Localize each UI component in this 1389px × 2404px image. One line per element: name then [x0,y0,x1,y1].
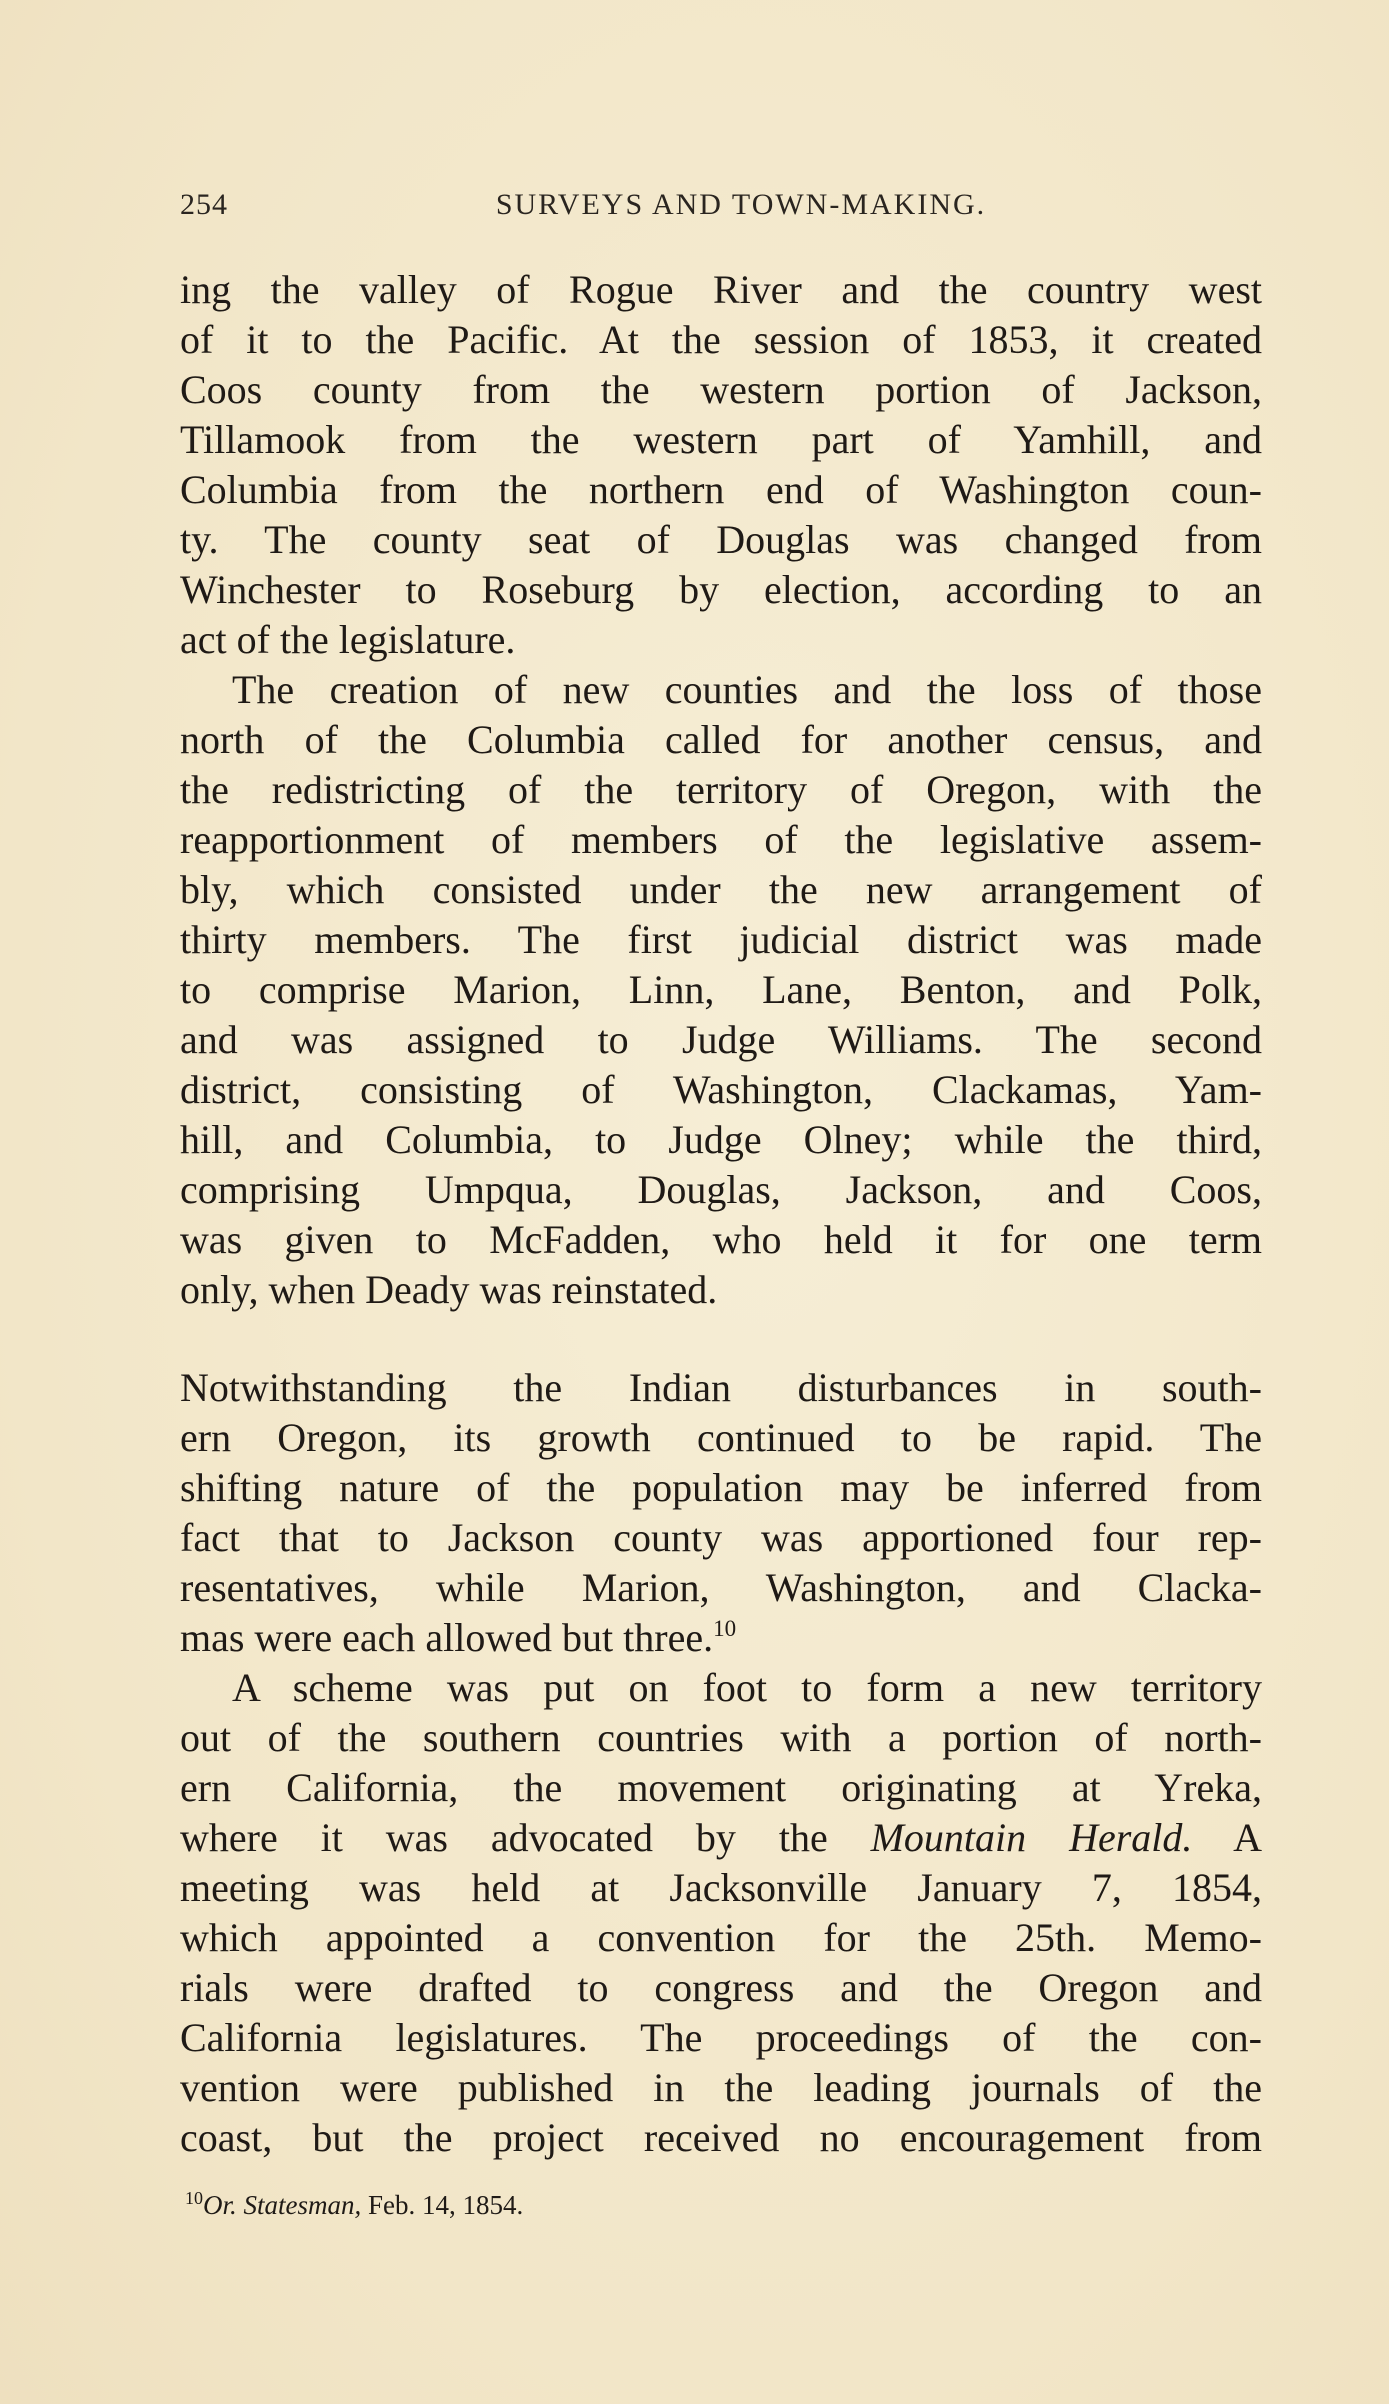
footnote-source: Or. Statesman, [203,2190,362,2220]
body-text [180,265,1262,2163]
text-line: the redistricting of the territory of Oregon, with the [180,767,1262,812]
running-head: SURVEYS AND TOWN-MAKING. [495,188,987,221]
text-line: only, when Deady was reinstated. [180,1267,718,1312]
text-line: ing the valley of Rogue River and the country west [180,267,1262,312]
text-line: out of the southern countries with a portion of north- [180,1715,1262,1760]
text-line: fact that to Jackson county was apportioned four rep- [180,1515,1262,1560]
text-line: thirty members. The first judicial district was made [180,917,1262,962]
text-line: Columbia from the northern end of Washington coun- [180,467,1262,512]
text-line: reapportionment of members of the legislative assem- [180,817,1262,862]
text-line: A scheme was put on foot to form a new territory [232,1665,1262,1710]
text-line: vention were published in the leading journals of the [180,2065,1262,2110]
text-line: which appointed a convention for the 25th. Memo- [180,1915,1262,1960]
text-line [180,1813,1262,1863]
text-line: shifting nature of the population may be inferred from [180,1465,1262,1510]
text-line: Winchester to Roseburg by election, according to an [180,567,1262,612]
page-header [180,188,1262,232]
text-fragment: mas were each allowed but three. [180,1615,714,1660]
section-gap [180,1315,1262,1363]
newspaper-title: Mountain Herald. [870,1815,1193,1860]
text-line: act of the legislature. [180,617,516,662]
text-line: of it to the Pacific. At the session of 1853, it created [180,317,1262,362]
text-line: resentatives, while Marion, Washington, and Clacka- [180,1565,1262,1610]
footnote-date: Feb. 14, 1854. [361,2190,524,2220]
text-line: and was assigned to Judge Williams. The second [180,1017,1262,1062]
text-line: meeting was held at Jacksonville January 7, 1854, [180,1865,1262,1910]
text-fragment: A [1192,1815,1262,1860]
text-line: Coos county from the western portion of Jackson, [180,367,1262,412]
text-line: rials were drafted to congress and the Oregon and [180,1965,1262,2010]
footnote [185,2188,523,2221]
page-number: 254 [180,188,228,221]
text-line: ern Oregon, its growth continued to be rapid. The [180,1415,1262,1460]
text-line: to comprise Marion, Linn, Lane, Benton, and Polk, [180,967,1262,1012]
text-line: coast, but the project received no encouragement from [180,2115,1262,2160]
text-line: district, consisting of Washington, Clackamas, Yam- [180,1067,1262,1112]
text-line: ty. The county seat of Douglas was changed from [180,517,1262,562]
text-line: The creation of new counties and the loss of those [232,667,1262,712]
footnote-number: 10 [185,2188,203,2208]
text-line: ern California, the movement originating at Yreka, [180,1765,1262,1810]
text-line: Notwithstanding the Indian disturbances in south- [180,1365,1262,1410]
text-line: California legislatures. The proceedings of the con- [180,2015,1262,2060]
text-line [180,1613,1262,1663]
text-line: north of the Columbia called for another census, and [180,717,1262,762]
text-line: hill, and Columbia, to Judge Olney; while the third, [180,1117,1262,1162]
text-line: Tillamook from the western part of Yamhill, and [180,417,1262,462]
footnote-reference: 10 [713,1616,737,1641]
text-line: comprising Umpqua, Douglas, Jackson, and Coos, [180,1167,1262,1212]
text-line: was given to McFadden, who held it for one term [180,1217,1262,1262]
text-line: bly, which consisted under the new arrangement of [180,867,1262,912]
text-fragment: where it was advocated by the [180,1815,871,1860]
